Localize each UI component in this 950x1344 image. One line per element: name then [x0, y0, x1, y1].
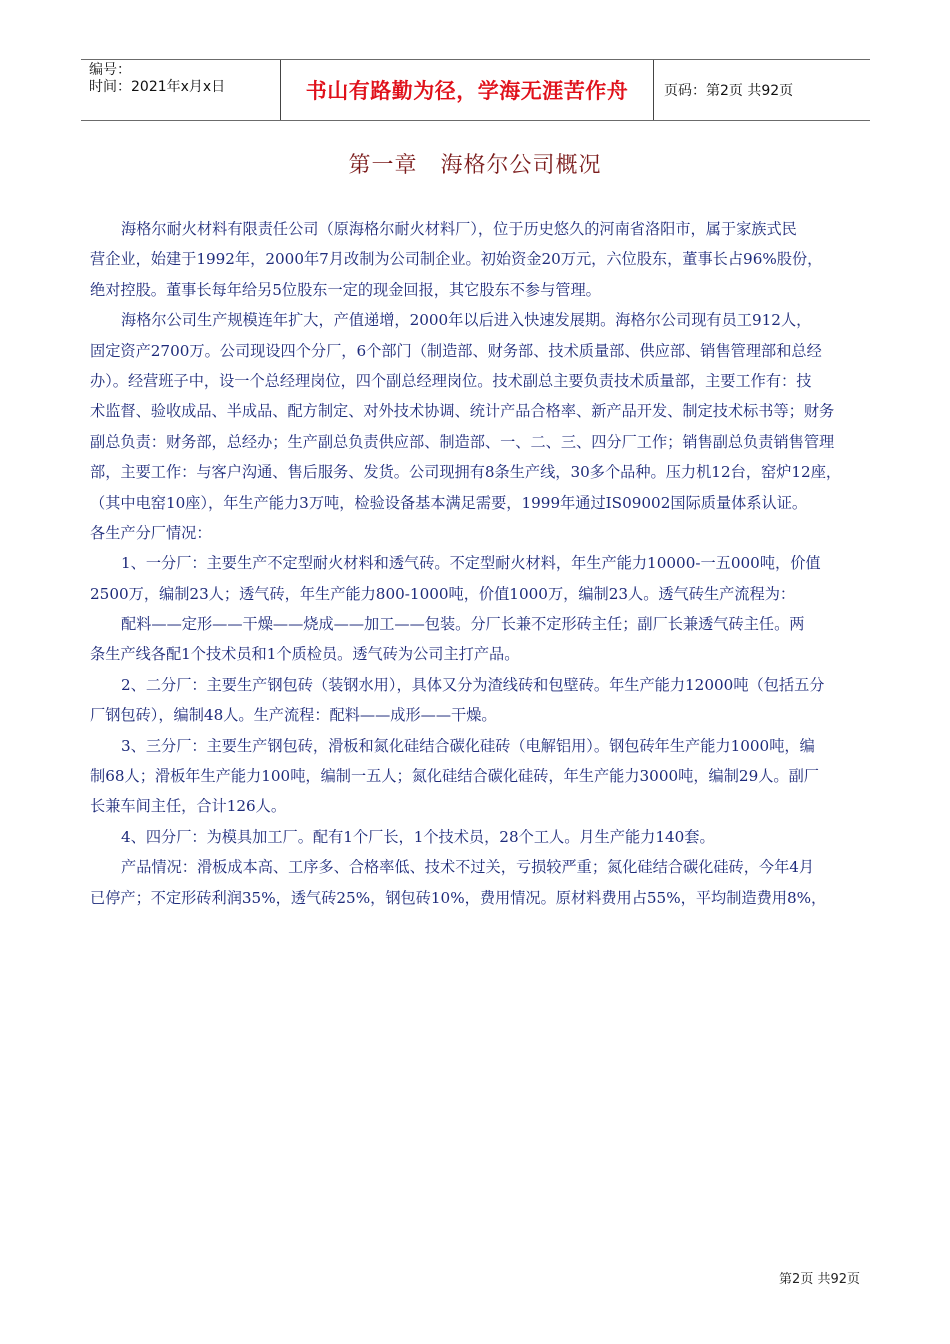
body-line: 术监督、验收成品、半成品、配方制定、对外技术协调、统计产品合格率、新产品开发、制定技术标书等；财务	[90, 402, 835, 421]
body-line: 2、二分厂：主要生产钢包砖（装钢水用），具体又分为渣线砖和包壁砖。年生产能力12000吨（包括五分	[121, 675, 825, 694]
body-line: 营企业，始建于1992年，2000年7月改制为公司制企业。初始资金20万元，六位股东，董事长占96%股份，	[90, 250, 823, 269]
body-line: 已停产；不定形砖利润35%，透气砖25%，钢包砖10%，费用情况。原材料费用占55%，平均制造费用8%，	[90, 888, 827, 907]
body-line: 厂钢包砖），编制48人。生产流程：配料——成形——干燥。	[90, 706, 497, 725]
body-line: 长兼车间主任，合计126人。	[90, 797, 287, 816]
body-line: 4、四分厂：为模具加工厂。配有1个厂长，1个技术员，28个工人。月生产能力140套。	[121, 827, 715, 846]
document-number-label: 编号：	[89, 62, 131, 78]
body-line: 各生产分厂情况：	[90, 523, 212, 542]
body-line: 1、一分厂：主要生产不定型耐火材料和透气砖。不定型耐火材料，年生产能力10000-一五000吨，价值	[121, 554, 821, 573]
body-line: 办）。经营班子中，设一个总经理岗位，四个副总经理岗位。技术副总主要负责技术质量部，主要工作有：技	[90, 371, 812, 390]
body-line: 产品情况：滑板成本高、工序多、合格率低、技术不过关，亏损较严重；氮化硅结合碳化硅砖，今年4月	[121, 858, 815, 877]
chapter-title: 第一章 海格尔公司概况	[348, 153, 602, 178]
document-body	[90, 214, 862, 913]
header-page-code: 页码：第2页 共92页	[664, 83, 794, 99]
body-line: 副总负责：财务部，总经办；生产副总负责供应部、制造部、一、二、三、四分厂工作；销售副总负责销售管理	[90, 432, 835, 451]
body-line: 海格尔耐火材料有限责任公司（原海格尔耐火材料厂），位于历史悠久的河南省洛阳市，属于家族式民	[121, 220, 797, 238]
body-line: 条生产线各配1个技术员和1个质检员。透气砖为公司主打产品。	[90, 645, 520, 664]
body-line: 3、三分厂：主要生产钢包砖，滑板和氮化硅结合碳化硅砖（电解铝用）。钢包砖年生产能力1000吨，编	[121, 736, 815, 755]
body-line: 固定资产2700万。公司现设四个分厂，6个部门（制造部、财务部、技术质量部、供应部、销售管理部和总经	[90, 341, 822, 360]
body-line: 部，主要工作：与客户沟通、售后服务、发货。公司现拥有8条生产线，30多个品种。压力机12台，窑炉12座，	[90, 463, 842, 482]
body-line: 制68人；滑板年生产能力100吨，编制一五人；氮化硅结合碳化硅砖，年生产能力3000吨，编制29人。副厂	[90, 767, 819, 786]
body-line: 海格尔公司生产规模连年扩大，产值递增，2000年以后进入快速发展期。海格尔公司现有员工912人，	[121, 311, 812, 330]
header-meta	[81, 60, 281, 120]
header-motto: 书山有路勤为径，学海无涯苦作舟	[281, 60, 654, 120]
page-header	[81, 59, 870, 121]
page-footer: 第2页 共92页	[779, 1272, 860, 1287]
document-time-label: 时间：2021年x月x日	[89, 79, 226, 95]
body-line: 绝对控股。董事长每年给另5位股东一定的现金回报，其它股东不参与管理。	[90, 280, 601, 299]
body-line: 配料——定形——干燥——烧成——加工——包装。分厂长兼不定形砖主任；副厂长兼透气砖主任。两	[121, 615, 805, 634]
body-line: 2500万，编制23人；透气砖，年生产能力800-1000吨，价值1000万，编制23人。透气砖生产流程为：	[90, 584, 796, 603]
body-line: （其中电窑10座），年生产能力3万吨，检验设备基本满足需要，1999年通过IS09002国际质量体系认证。	[90, 493, 808, 512]
